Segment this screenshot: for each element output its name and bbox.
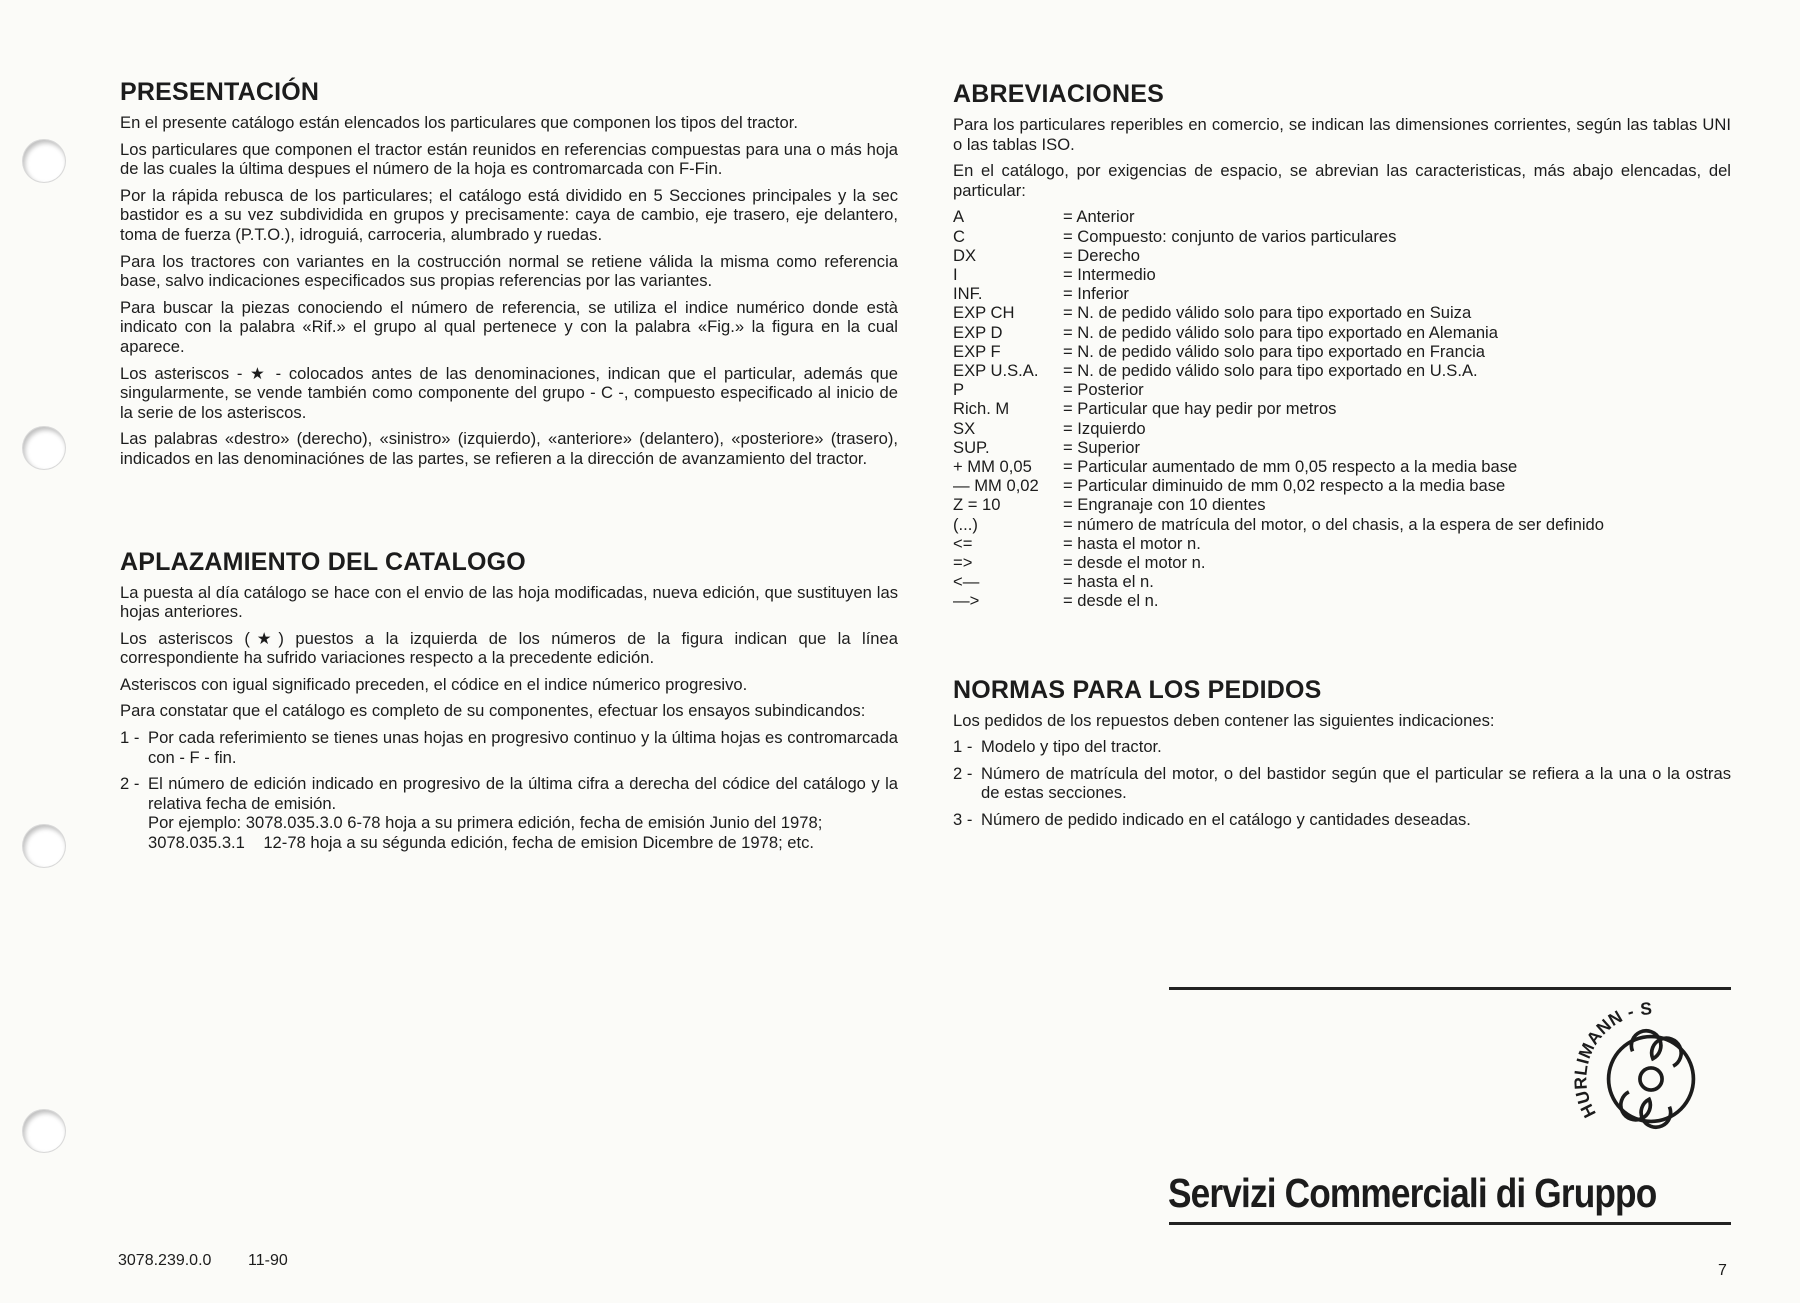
- numbered-item: [120, 728, 898, 767]
- item-text: Por cada referimiento se tienes unas hojas en progresivo continuo y la última hojas es contromarcada con - F - fin.: [148, 728, 898, 767]
- abbreviation-row: [953, 323, 1731, 342]
- catalog-code: 3078.239.0.0: [118, 1252, 212, 1269]
- abbreviation-key: I: [953, 264, 958, 284]
- abbreviation-meaning: = Izquierdo: [1063, 418, 1146, 438]
- swirl-mark: [1609, 1031, 1694, 1127]
- abbreviation-row: [953, 246, 1731, 265]
- abbreviation-meaning: = N. de pedido válido solo para tipo exportado en Suiza: [1063, 303, 1472, 323]
- abbreviation-key: SX: [953, 418, 976, 438]
- group-logo: [1568, 996, 1734, 1162]
- abbreviation-meaning: = Inferior: [1063, 284, 1129, 304]
- edition-date: 11-90: [248, 1252, 288, 1269]
- abbreviation-row: [953, 380, 1731, 399]
- abbreviation-key: EXP U.S.A.: [953, 361, 1039, 380]
- abbreviation-row: [953, 342, 1731, 361]
- abbreviation-row: [953, 438, 1731, 457]
- paragraph: Para los particulares reperibles en comercio, se indican las dimensiones corrientes, según las tablas UNI o las tablas ISO.: [953, 115, 1731, 154]
- abbreviation-meaning: = Intermedio: [1063, 264, 1156, 284]
- abbreviation-key: A: [953, 207, 965, 227]
- section-normas: [953, 675, 1731, 830]
- abbreviation-row: [953, 361, 1731, 380]
- abbreviation-row: [953, 534, 1731, 553]
- item-number: 2 -: [120, 774, 140, 794]
- section-title: APLAZAMIENTO DEL CATALOGO: [120, 547, 526, 576]
- abbreviation-row: [953, 265, 1731, 284]
- abbreviation-meaning: = Posterior: [1063, 380, 1144, 400]
- left-column: [120, 77, 898, 860]
- abbreviation-key: EXP CH: [953, 303, 1015, 323]
- top-rule: [1169, 987, 1731, 990]
- abbreviation-row: [953, 227, 1731, 246]
- item-body: [148, 774, 898, 852]
- section-title: PRESENTACIÓN: [120, 78, 320, 106]
- abbreviation-meaning: = desde el motor n.: [1063, 553, 1206, 573]
- paragraph: Los asteriscos - ★ - colocados antes de las denominaciones, indican que el particular, además que singularmente, se vende también como componente del grupo - C -, compuesto especificado al inicio de la serie de los asteriscos.: [120, 363, 898, 422]
- item-text: El número de edición indicado en progresivo de la última cifra a derecha del códice del catálogo y la relativa fecha de emisión.: [148, 774, 898, 813]
- abbreviation-row: [953, 476, 1731, 495]
- abbreviation-meaning: = número de matrícula del motor, o del chasis, a la espera de ser definido: [1063, 514, 1604, 534]
- abbreviation-meaning: = N. de pedido válido solo para tipo exportado en U.S.A.: [1063, 361, 1478, 380]
- abbreviation-key: <=: [953, 533, 973, 553]
- section-abreviaciones: [953, 79, 1731, 611]
- item-text: Modelo y tipo del tractor.: [981, 737, 1162, 757]
- paragraph: Por la rápida rebusca de los particulares; el catálogo está dividido en 5 Secciones principales y la sec bastidor es a su vez subdividida en grupos y precisamente: caya de cambio, eje trasero, eje delantero, toma de fuerza (P.T.O.), idroguiá, carroceria, alumbrado y ruedas.: [120, 185, 898, 244]
- abbreviation-key: Z = 10: [953, 495, 1001, 515]
- abbreviation-row: [953, 207, 1731, 226]
- item-number: 1 -: [953, 737, 973, 757]
- abbreviation-key: C: [953, 226, 965, 246]
- abbreviation-key: Rich. M: [953, 399, 1010, 419]
- abbreviation-meaning: = Engranaje con 10 dientes: [1063, 495, 1266, 515]
- paragraph: Para buscar la piezas conociendo el número de referencia, se utiliza el indice numérico donde està indicato con la palabra «Rif.» el grupo al qual pertenece y con la palabra «Fig.» la figura en la cual aparece.: [120, 297, 898, 356]
- punch-hole: [23, 1110, 65, 1152]
- abbreviation-meaning: = N. de pedido válido solo para tipo exportado en Alemania: [1063, 322, 1498, 342]
- paragraph: Los asteriscos (★) puestos a la izquierda de los números de la figura indican que la línea correspondiente ha sufrido variaciones respecto a la precedente edición.: [120, 628, 898, 668]
- item-text: Número de pedido indicado en el catálogo y cantidades deseadas.: [981, 810, 1471, 830]
- example-line: 3078.035.3.1 12-78 hoja a su ségunda edición, fecha de emision Dicembre de 1978; etc.: [148, 833, 815, 853]
- abbreviation-key: — MM 0,02: [953, 476, 1039, 496]
- item-number: 2 -: [953, 763, 973, 783]
- abbreviation-key: EXP F: [953, 341, 1001, 361]
- abbreviation-key: DX: [953, 245, 977, 265]
- abbreviation-key: <—: [953, 572, 980, 592]
- paragraph: Los pedidos de los repuestos deben contener las siguientes indicaciones:: [953, 710, 1495, 730]
- section-presentacion: [120, 77, 898, 469]
- item-number: 1 -: [120, 728, 140, 748]
- abbreviation-row: [953, 303, 1731, 322]
- right-column: [953, 79, 1731, 837]
- abbreviation-key: + MM 0,05: [953, 457, 1032, 477]
- abbreviation-meaning: = Derecho: [1063, 245, 1141, 265]
- abbreviation-key: =>: [953, 553, 973, 573]
- paragraph: En el presente catálogo están elencados los particulares que componen los tipos del tractor.: [120, 113, 798, 132]
- example-line: Por ejemplo: 3078.035.3.0 6-78 hoja a su primera edición, fecha de emisión Junio del 1978;: [148, 813, 823, 833]
- abbreviation-row: [953, 419, 1731, 438]
- abbreviation-key: INF.: [953, 284, 983, 304]
- abbreviation-row: [953, 457, 1731, 476]
- logo-text: HURLIMANN - SAME - LAMBORGHINI -: [1570, 998, 1659, 1122]
- punch-hole: [23, 427, 65, 469]
- numbered-item: [953, 737, 1731, 757]
- punch-hole: [23, 825, 65, 867]
- abbreviation-key: —>: [953, 591, 980, 611]
- punch-hole: [23, 140, 65, 182]
- abbreviation-meaning: = N. de pedido válido solo para tipo exportado en Francia: [1063, 341, 1486, 361]
- abbreviation-key: (...): [953, 514, 978, 534]
- abbreviation-row: [953, 495, 1731, 514]
- abbreviation-meaning: = Superior: [1063, 437, 1141, 457]
- paragraph: Para constatar que el catálogo es completo de su componentes, efectuar los ensayos subindicandos:: [120, 701, 866, 721]
- section-title: NORMAS PARA LOS PEDIDOS: [953, 675, 1322, 704]
- abbreviation-meaning: = Particular diminuido de mm 0,02 respecto a la media base: [1063, 476, 1506, 496]
- abbreviation-meaning: = Compuesto: conjunto de varios particulares: [1063, 226, 1397, 246]
- abbreviation-row: [953, 399, 1731, 418]
- abbreviation-key: SUP.: [953, 437, 990, 457]
- abbreviation-meaning: = Particular aumentado de mm 0,05 respecto a la media base: [1063, 457, 1518, 477]
- item-number: 3 -: [953, 810, 973, 830]
- abbreviation-meaning: = hasta el n.: [1063, 572, 1154, 592]
- paragraph: Los particulares que componen el tractor están reunidos en referencias compuestas para una o más hoja de las cuales la última despues el número de la hoja es contromarcada con F-Fin.: [120, 139, 898, 179]
- abbreviation-row: [953, 284, 1731, 303]
- abbreviation-row: [953, 591, 1731, 610]
- section-aplazamiento: [120, 547, 898, 853]
- paragraph: Para los tractores con variantes en la costrucción normal se retiene válida la misma como referencia base, salvo indicaciones especificados sus propias referencias por las variantes.: [120, 251, 898, 291]
- abbreviation-key: EXP D: [953, 322, 1003, 342]
- abbreviation-row: [953, 572, 1731, 591]
- abbreviation-meaning: = Particular que hay pedir por metros: [1063, 399, 1337, 419]
- paragraph: En el catálogo, por exigencias de espacio, se abrevian las caracteristicas, más abajo elencadas, del particular:: [953, 161, 1731, 200]
- numbered-item: [120, 774, 898, 852]
- abbreviation-meaning: = hasta el motor n.: [1063, 533, 1201, 553]
- brand-name: Servizi Commerciali di Gruppo: [1168, 1170, 1657, 1216]
- page-number: 7: [1718, 1262, 1727, 1279]
- section-title: ABREVIACIONES: [953, 80, 1164, 108]
- numbered-item: [953, 764, 1731, 803]
- abbreviation-row: [953, 553, 1731, 572]
- paragraph: Las palabras «destro» (derecho), «sinistro» (izquierdo), «anteriore» (delantero), «posteriore» (trasero), indicados en las denominaciónes de las partes, se refieren a la dirección de avanzamiento del tractor.: [120, 429, 898, 468]
- numbered-item: [953, 810, 1731, 830]
- abbreviation-list: [953, 207, 1731, 610]
- abbreviation-meaning: = Anterior: [1063, 207, 1135, 227]
- paragraph: La puesta al día catálogo se hace con el envio de las hoja modificadas, nueva edición, que sustituyen las hojas anteriores.: [120, 582, 898, 622]
- item-text: Número de matrícula del motor, o del bastidor según que el particular se refiera a la una o la ostras de estas secciones.: [981, 763, 1731, 803]
- abbreviation-meaning: = desde el n.: [1063, 591, 1159, 611]
- abbreviation-key: P: [953, 380, 965, 400]
- bottom-rule: [1169, 1222, 1731, 1225]
- abbreviation-row: [953, 515, 1731, 534]
- paragraph: Asteriscos con igual significado preceden, el códice en el indice númerico progresivo.: [120, 674, 748, 694]
